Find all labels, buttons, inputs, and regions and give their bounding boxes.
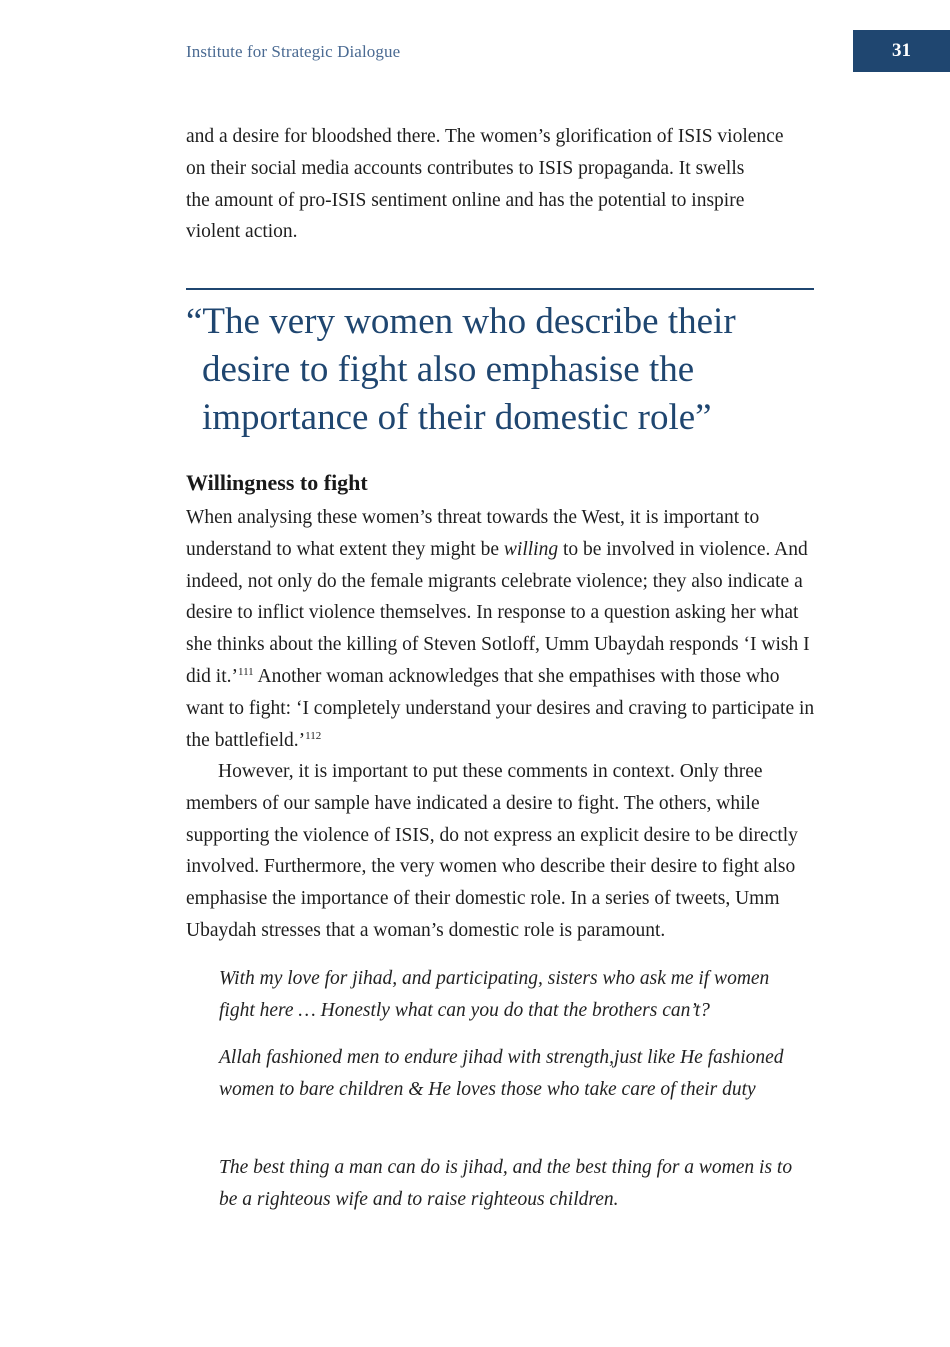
footnote-ref-112[interactable]: 112 bbox=[305, 729, 322, 742]
pull-quote-line: desire to fight also emphasise the bbox=[202, 349, 695, 390]
intro-line: the amount of pro-ISIS sentiment online and has the potential to inspire bbox=[186, 189, 745, 211]
intro-paragraph bbox=[186, 121, 816, 248]
section-paragraph-1 bbox=[186, 502, 816, 756]
section-heading: Willingness to fight bbox=[186, 470, 368, 495]
emphasis-text: willing bbox=[503, 538, 559, 560]
pull-quote-rule bbox=[186, 288, 814, 290]
pull-quote-line: “The very women who describe their bbox=[186, 301, 736, 342]
intro-line: and a desire for bloodshed there. The women’s glorification of ISIS violence bbox=[186, 126, 784, 147]
tweet-quote-3: The best thing a man can do is jihad, and the best thing for a women is to be a righteous wife and to raise righteous children. bbox=[219, 1157, 793, 1210]
pull-quote-line: importance of their domestic role” bbox=[202, 397, 712, 438]
intro-line: violent action. bbox=[186, 221, 298, 243]
footnote-ref-111[interactable]: 111 bbox=[238, 665, 254, 678]
page-number-badge: 31 bbox=[853, 30, 950, 72]
paragraph-text: Another woman acknowledges that she empathises with those who want to fight: ‘I completely understand your desires and craving to participate in the battlefield.’ bbox=[186, 665, 815, 751]
paragraph-text: When analysing these women’s threat towards the West, it is important to understand to what extent they might be bbox=[186, 507, 760, 560]
tweet-quote-1: With my love for jihad, and participating, sisters who ask me if women fight here … Honestly what can you do that the brothers can’t? bbox=[219, 968, 770, 1021]
intro-line: on their social media accounts contributes to ISIS propaganda. It swells bbox=[186, 157, 745, 179]
section-paragraph-2: However, it is important to put these comments in context. Only three members of our sample have indicated a desire to fight. The others, while supporting the violence of ISIS, do not express an explicit desire to be directly involved. Furthermore, the very women who describe their desire to fight also emphasise the importance of their domestic role. In a series of tweets, Umm Ubaydah stresses that a woman’s domestic role is paramount. bbox=[186, 761, 798, 941]
pull-quote bbox=[186, 298, 806, 442]
paragraph-text: to be involved in violence. And indeed, not only do the female migrants celebrate violence; they also indicate a desire to inflict violence themselves. In response to a question asking her what she thinks about the killing of Steven Sotloff, Umm Ubaydah responds ‘I wish I did it.’ bbox=[186, 538, 810, 687]
tweet-quote-2: Allah fashioned men to endure jihad with strength,just like He fashioned women to bare children & He loves those who take care of their duty bbox=[219, 1047, 784, 1100]
running-head: Institute for Strategic Dialogue bbox=[186, 42, 401, 61]
